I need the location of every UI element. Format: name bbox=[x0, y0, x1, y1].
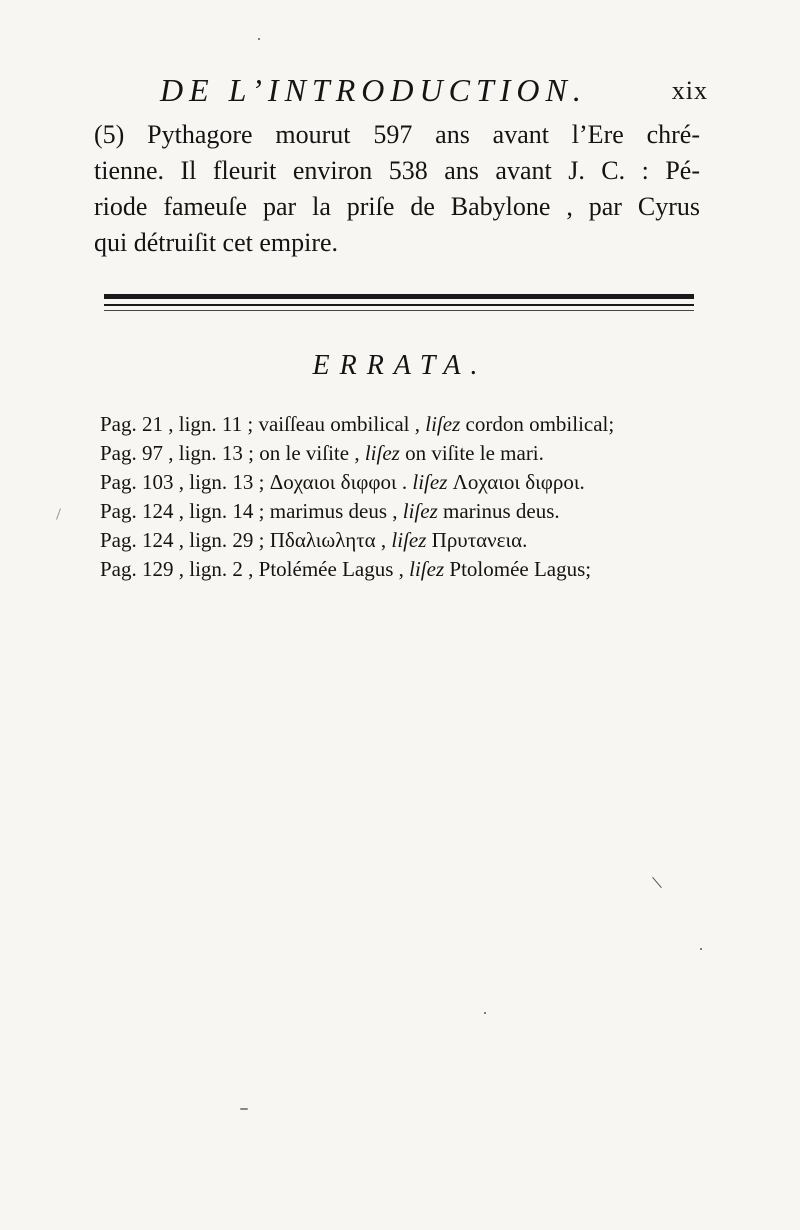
paper-speck bbox=[56, 508, 61, 520]
errata-correction: on viſite le mari. bbox=[405, 441, 544, 465]
errata-reference: Pag. 103 , lign. 13 ; bbox=[100, 470, 265, 494]
errata-lisez: liſez bbox=[391, 528, 427, 552]
errata-entry bbox=[100, 497, 720, 526]
paper-speck bbox=[258, 38, 260, 40]
errata-entry bbox=[100, 555, 720, 584]
errata-error: Πδαλιωλητα , bbox=[269, 528, 387, 552]
errata-reference: Pag. 124 , lign. 29 ; bbox=[100, 528, 265, 552]
section-rule-fine bbox=[104, 310, 694, 311]
errata-correction: Ptolomée Lagus; bbox=[449, 557, 592, 581]
footnote-line: tienne. Il fleurit environ 538 ans avant J. C. : Pé- bbox=[94, 156, 700, 185]
errata-lisez: liſez bbox=[364, 441, 400, 465]
page-number: xix bbox=[671, 76, 708, 105]
paper-speck bbox=[652, 877, 662, 888]
errata-entry bbox=[100, 526, 720, 555]
errata-lisez: liſez bbox=[402, 499, 438, 523]
errata-error: Δοχαιοι διφφοι . bbox=[269, 470, 408, 494]
footnote-line: qui détruiſit cet empire. bbox=[94, 228, 339, 257]
errata-heading: ERRATA. bbox=[312, 350, 488, 381]
errata-reference: Pag. 124 , lign. 14 ; bbox=[100, 499, 265, 523]
errata-lisez: liſez bbox=[425, 412, 461, 436]
running-title: DE L’INTRODUCTION. bbox=[160, 72, 587, 108]
errata-correction: marinus deus. bbox=[443, 499, 560, 523]
section-rule-thick bbox=[104, 294, 694, 299]
errata-error: marimus deus , bbox=[269, 499, 398, 523]
errata-correction: Πρυτανεια. bbox=[431, 528, 528, 552]
section-rule-thin bbox=[104, 304, 694, 306]
errata-entry bbox=[100, 410, 720, 439]
errata-entry bbox=[100, 439, 720, 468]
errata-lisez: liſez bbox=[412, 470, 448, 494]
errata-error: on le viſite , bbox=[259, 441, 360, 465]
footnote-line: (5) Pythagore mourut 597 ans avant l’Ere chré- bbox=[94, 120, 700, 149]
errata-reference: Pag. 129 , lign. 2 , bbox=[100, 557, 254, 581]
paper-speck bbox=[484, 1012, 486, 1014]
paper-speck bbox=[240, 1108, 248, 1110]
errata-correction: Λοχαιοι διφροι. bbox=[452, 470, 585, 494]
errata-lisez: liſez bbox=[409, 557, 445, 581]
paper-speck bbox=[700, 948, 702, 950]
errata-correction: cordon ombilical; bbox=[465, 412, 615, 436]
footnote-line: riode fameuſe par la priſe de Babylone , par Cyrus bbox=[94, 192, 700, 221]
errata-entry bbox=[100, 468, 720, 497]
errata-error: Ptolémée Lagus , bbox=[258, 557, 404, 581]
errata-list bbox=[100, 410, 720, 584]
errata-reference: Pag. 97 , lign. 13 ; bbox=[100, 441, 255, 465]
errata-reference: Pag. 21 , lign. 11 ; bbox=[100, 412, 254, 436]
running-head bbox=[160, 72, 708, 112]
footnote bbox=[94, 117, 700, 261]
errata-error: vaiſſeau ombilical , bbox=[258, 412, 421, 436]
